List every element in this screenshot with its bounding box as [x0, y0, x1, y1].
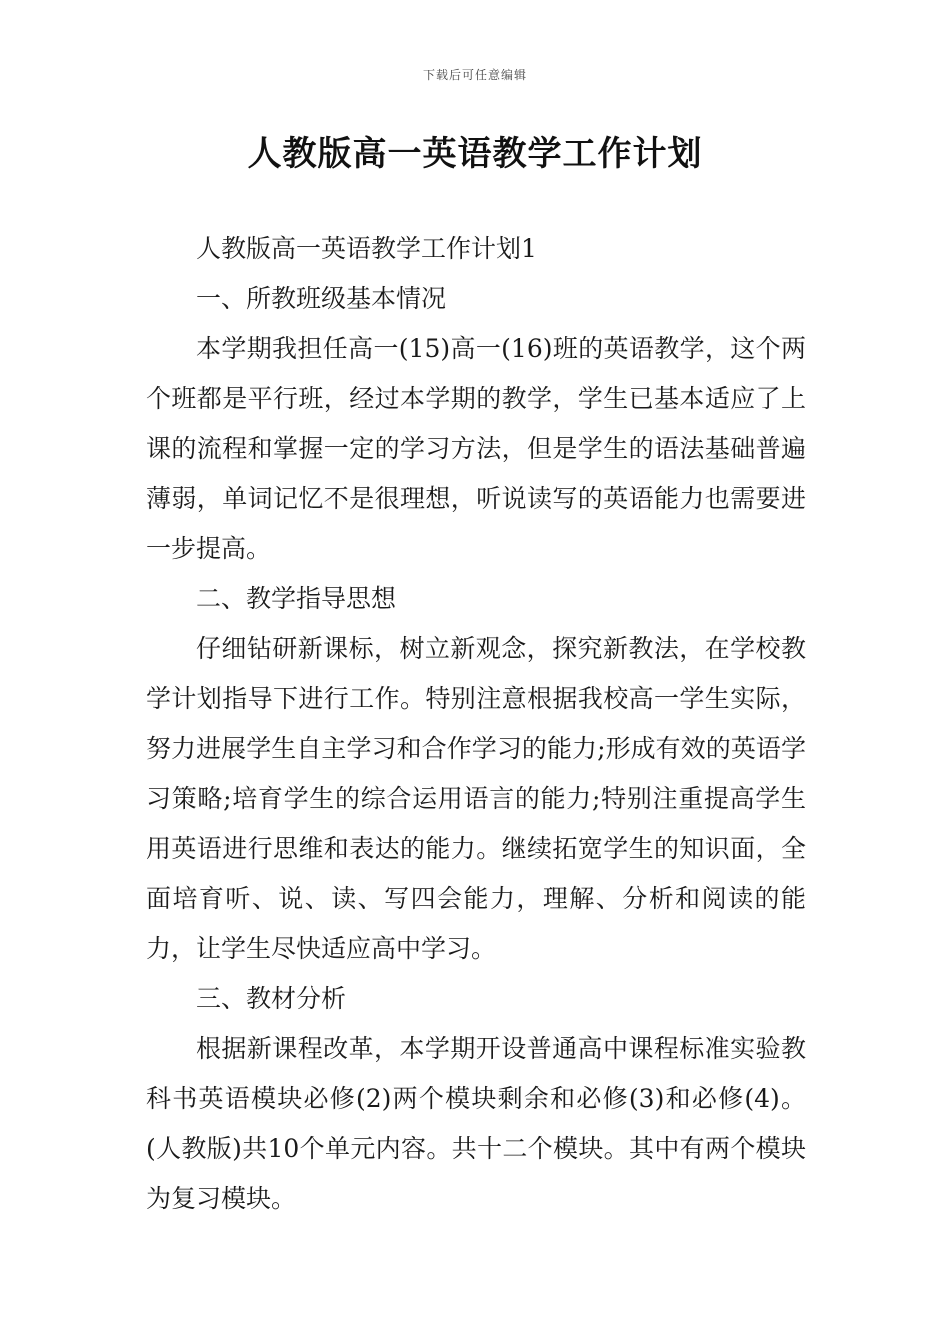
header-note: 下载后可任意编辑: [422, 68, 527, 82]
subtitle-paragraph: 人教版高一英语教学工作计划1: [196, 234, 537, 263]
document-body: [146, 224, 806, 1224]
body-paragraph-2: 仔细钻研新课标，树立新观念，探究新教法，在学校教学计划指导下进行工作。特别注意根据我校高一学生实际，努力进展学生自主学习和合作学习的能力;形成有效的英语学习策略;培育学生的综合运用语言的能力;特别注重提高学生用英语进行思维和表达的能力。继续拓宽学生的知识面，全面培育听、说、读、写四会能力，理解、分析和阅读的能力，让学生尽快适应高中学习。: [146, 634, 806, 963]
section-heading-3: 三、教材分析: [196, 984, 347, 1013]
section-heading-1: 一、所教班级基本情况: [196, 284, 447, 313]
section-heading-2: 二、教学指导思想: [196, 584, 397, 613]
body-paragraph-3: 根据新课程改革，本学期开设普通高中课程标准实验教科书英语模块必修(2)两个模块剩余和必修(3)和必修(4)。(人教版)共10个单元内容。共十二个模块。其中有两个模块为复习模块。: [146, 1034, 806, 1213]
body-paragraph-1: 本学期我担任高一(15)高一(16)班的英语教学，这个两个班都是平行班，经过本学期的教学，学生已基本适应了上课的流程和掌握一定的学习方法，但是学生的语法基础普遍薄弱，单词记忆不是很理想，听说读写的英语能力也需要进一步提高。: [146, 334, 806, 563]
document-title: 人教版高一英语教学工作计划: [247, 134, 703, 174]
